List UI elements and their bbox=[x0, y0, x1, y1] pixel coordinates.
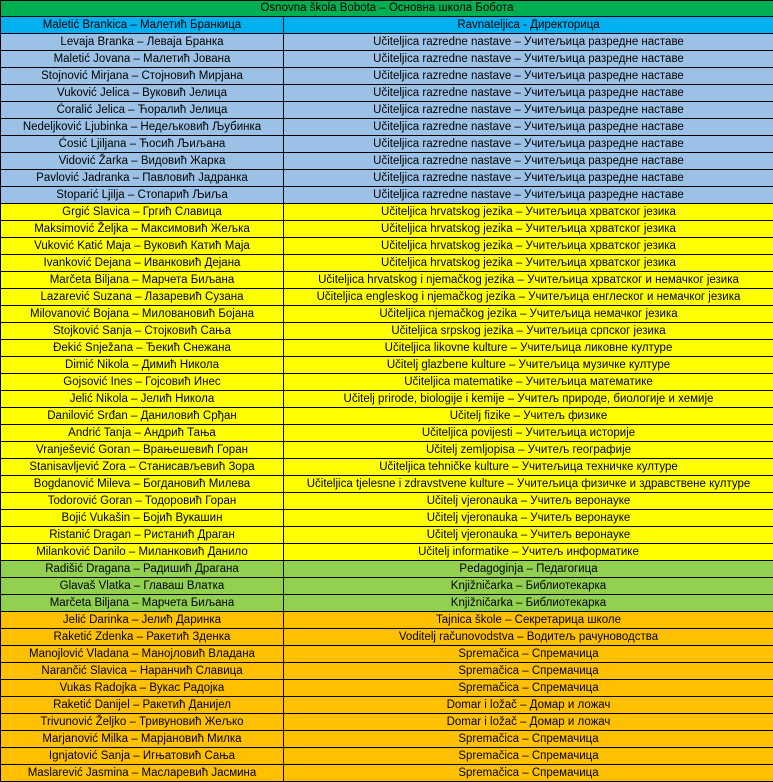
staff-name-cell: Đekić Snježana – Ђекић Снежана bbox=[1, 340, 284, 357]
staff-role-cell: Učiteljica razredne nastave – Учитељица разредне наставе bbox=[284, 119, 773, 136]
staff-role-cell: Učiteljica razredne nastave – Учитељица разредне наставе bbox=[284, 153, 773, 170]
staff-role-cell: Spremačica – Спремачица bbox=[284, 646, 773, 663]
table-row bbox=[1, 561, 773, 578]
table-row bbox=[1, 646, 773, 663]
table-row bbox=[1, 272, 773, 289]
staff-name-cell: Raketić Danijel – Ракетић Данијел bbox=[1, 697, 284, 714]
staff-name-cell: Maksimović Željka – Максимовић Жељка bbox=[1, 221, 284, 238]
staff-role-cell: Učiteljica razredne nastave – Учитељица разредне наставе bbox=[284, 170, 773, 187]
staff-name-cell: Stanisavljević Zora – Станисављевић Зора bbox=[1, 459, 284, 476]
table-row bbox=[1, 527, 773, 544]
staff-name-cell: Maletić Jovana – Малетић Јована bbox=[1, 51, 284, 68]
table-title-row bbox=[1, 1, 773, 17]
staff-role-cell: Učitelj informatike – Учитељ информатике bbox=[284, 544, 773, 561]
staff-role-cell: Knjižničarka – Библиотекарка bbox=[284, 578, 773, 595]
staff-role-cell: Knjižničarka – Библиотекарка bbox=[284, 595, 773, 612]
table-row bbox=[1, 357, 773, 374]
table-row bbox=[1, 663, 773, 680]
table-row bbox=[1, 595, 773, 612]
staff-role-cell: Spremačica – Спремачица bbox=[284, 663, 773, 680]
staff-name-cell: Vuković Jelica – Вуковић Јелица bbox=[1, 85, 284, 102]
staff-name-cell: Ivanković Dejana – Иванковић Дејана bbox=[1, 255, 284, 272]
staff-name-cell: Ćosić Ljiljana – Ћосић Љиљана bbox=[1, 136, 284, 153]
staff-role-cell: Učiteljica tjelesne i zdravstvene kulture – Учитељица физичке и здравствене културе bbox=[284, 476, 773, 493]
table-row bbox=[1, 17, 773, 34]
staff-name-cell: Marjanović Milka – Марјановић Милка bbox=[1, 731, 284, 748]
table-row bbox=[1, 374, 773, 391]
staff-role-cell: Učiteljica njemačkog jezika – Учитељица немачког језика bbox=[284, 306, 773, 323]
table-row bbox=[1, 34, 773, 51]
staff-name-cell: Raketić Zdenka – Ракетић Зденка bbox=[1, 629, 284, 646]
staff-role-cell: Učiteljica povijesti – Учитељица историје bbox=[284, 425, 773, 442]
table-row bbox=[1, 170, 773, 187]
staff-name-cell: Narančić Slavica – Наранчић Славица bbox=[1, 663, 284, 680]
staff-table-body bbox=[1, 1, 773, 782]
staff-name-cell: Manojlović Vladana – Манојловић Владана bbox=[1, 646, 284, 663]
staff-name-cell: Marčeta Biljana – Марчета Биљана bbox=[1, 272, 284, 289]
table-row bbox=[1, 153, 773, 170]
staff-name-cell: Jelić Nikola – Јелић Никола bbox=[1, 391, 284, 408]
staff-role-cell: Domar i ložač – Домар и ложач bbox=[284, 714, 773, 731]
table-row bbox=[1, 731, 773, 748]
staff-name-cell: Pavlović Jadranka – Павловић Јадранка bbox=[1, 170, 284, 187]
table-row bbox=[1, 68, 773, 85]
staff-role-cell: Učiteljica engleskog i njemačkog jezika – Учитељица енглеског и немачког језика bbox=[284, 289, 773, 306]
staff-role-cell: Učiteljica razredne nastave – Учитељица разредне наставе bbox=[284, 187, 773, 204]
table-row bbox=[1, 136, 773, 153]
staff-name-cell: Maletić Brankica – Малетић Бранкица bbox=[1, 17, 284, 34]
staff-role-cell: Učiteljica razredne nastave – Учитељица разредне наставе bbox=[284, 34, 773, 51]
staff-name-cell: Radišić Dragana – Радишић Драгана bbox=[1, 561, 284, 578]
table-row bbox=[1, 697, 773, 714]
staff-role-cell: Tajnica škole – Секретарица школе bbox=[284, 612, 773, 629]
staff-name-cell: Vuković Katić Maja – Вуковић Катић Маја bbox=[1, 238, 284, 255]
table-row bbox=[1, 476, 773, 493]
table-row bbox=[1, 425, 773, 442]
table-row bbox=[1, 629, 773, 646]
table-row bbox=[1, 51, 773, 68]
staff-name-cell: Danilović Srđan – Даниловић Срђан bbox=[1, 408, 284, 425]
staff-role-cell: Učiteljica razredne nastave – Учитељица разредне наставе bbox=[284, 51, 773, 68]
staff-role-cell: Učiteljica razredne nastave – Учитељица разредне наставе bbox=[284, 85, 773, 102]
table-row bbox=[1, 119, 773, 136]
staff-name-cell: Levaja Branka – Леваја Бранка bbox=[1, 34, 284, 51]
staff-role-cell: Pedagoginja – Педагогица bbox=[284, 561, 773, 578]
staff-role-cell: Spremačica – Спремачица bbox=[284, 748, 773, 765]
table-row bbox=[1, 255, 773, 272]
staff-name-cell: Stojković Sanja – Стојковић Сања bbox=[1, 323, 284, 340]
staff-role-cell: Učiteljica razredne nastave – Учитељица разредне наставе bbox=[284, 102, 773, 119]
staff-name-cell: Bogdanović Mileva – Богдановић Милева bbox=[1, 476, 284, 493]
staff-role-cell: Spremačica – Спремачица bbox=[284, 680, 773, 697]
staff-name-cell: Glavaš Vlatka – Главаш Влатка bbox=[1, 578, 284, 595]
table-row bbox=[1, 680, 773, 697]
staff-role-cell: Voditelj računovodstva – Водитељ рачуноводства bbox=[284, 629, 773, 646]
staff-name-cell: Ignjatović Sanja – Игњатовић Сања bbox=[1, 748, 284, 765]
table-row bbox=[1, 85, 773, 102]
staff-role-cell: Učiteljica likovne kulture – Учитељица ликовне културе bbox=[284, 340, 773, 357]
staff-role-cell: Učitelj glazbene kulture – Учитељица музичке културе bbox=[284, 357, 773, 374]
staff-role-cell: Učitelj prirode, biologije i kemije – Учитељ природе, биологије и хемије bbox=[284, 391, 773, 408]
staff-name-cell: Dimić Nikola – Димић Никола bbox=[1, 357, 284, 374]
staff-name-cell: Vranješević Goran – Врањешевић Горан bbox=[1, 442, 284, 459]
table-row bbox=[1, 459, 773, 476]
table-row bbox=[1, 187, 773, 204]
staff-name-cell: Bojić Vukašin – Бојић Вукашин bbox=[1, 510, 284, 527]
table-row bbox=[1, 221, 773, 238]
staff-role-cell: Učiteljica razredne nastave – Учитељица разредне наставе bbox=[284, 136, 773, 153]
table-row bbox=[1, 238, 773, 255]
staff-name-cell: Stojnović Mirjana – Стојновић Мирјана bbox=[1, 68, 284, 85]
table-row bbox=[1, 578, 773, 595]
table-row bbox=[1, 102, 773, 119]
table-row bbox=[1, 391, 773, 408]
school-title: Osnovna škola Bobota – Основна школа Бобота bbox=[1, 1, 773, 17]
staff-role-cell: Učiteljica hrvatskog jezika – Учитељица хрватског језика bbox=[284, 204, 773, 221]
staff-name-cell: Milovanović Bojana – Миловановић Бојана bbox=[1, 306, 284, 323]
staff-role-cell: Učitelj vjeronauka – Учитељ веронауке bbox=[284, 527, 773, 544]
staff-role-cell: Učiteljica hrvatskog jezika – Учитељица хрватског језика bbox=[284, 221, 773, 238]
staff-role-cell: Učiteljica hrvatskog i njemačkog jezika – Учитељица хрватског и немачког језика bbox=[284, 272, 773, 289]
staff-name-cell: Andrić Tanja – Андрић Тања bbox=[1, 425, 284, 442]
table-row bbox=[1, 306, 773, 323]
staff-name-cell: Stoparić Ljilja – Стопарић Љиља bbox=[1, 187, 284, 204]
staff-role-cell: Učiteljica srpskog jezika – Учитељица српског језика bbox=[284, 323, 773, 340]
staff-name-cell: Marčeta Biljana – Марчета Биљана bbox=[1, 595, 284, 612]
staff-role-cell: Učiteljica tehničke kulture – Учитељица техничке културе bbox=[284, 459, 773, 476]
staff-name-cell: Maslarević Jasmina – Масларевић Јасмина bbox=[1, 765, 284, 782]
staff-name-cell: Todorović Goran – Тодоровић Горан bbox=[1, 493, 284, 510]
staff-role-cell: Učitelj vjeronauka – Учитељ веронауке bbox=[284, 510, 773, 527]
staff-role-cell: Učiteljica matematike – Учитељица математике bbox=[284, 374, 773, 391]
staff-name-cell: Vukas Radojka – Вукас Радојка bbox=[1, 680, 284, 697]
table-row bbox=[1, 544, 773, 561]
table-row bbox=[1, 714, 773, 731]
staff-role-cell: Učiteljica hrvatskog jezika – Учитељица хрватског језика bbox=[284, 255, 773, 272]
staff-role-cell: Učiteljica hrvatskog jezika – Учитељица хрватског језика bbox=[284, 238, 773, 255]
staff-name-cell: Milanković Danilo – Миланковић Данило bbox=[1, 544, 284, 561]
staff-name-cell: Trivunović Željko – Тривуновић Жељко bbox=[1, 714, 284, 731]
table-row bbox=[1, 289, 773, 306]
staff-role-cell: Spremačica – Спремачица bbox=[284, 731, 773, 748]
staff-name-cell: Gojsović Ines – Гојсовић Инес bbox=[1, 374, 284, 391]
table-row bbox=[1, 765, 773, 782]
table-row bbox=[1, 510, 773, 527]
table-row bbox=[1, 748, 773, 765]
table-row bbox=[1, 204, 773, 221]
table-row bbox=[1, 408, 773, 425]
staff-name-cell: Grgić Slavica – Гргић Славица bbox=[1, 204, 284, 221]
staff-role-cell: Učitelj vjeronauka – Учитељ веронауке bbox=[284, 493, 773, 510]
staff-role-cell: Učitelj fizike – Учитељ физике bbox=[284, 408, 773, 425]
staff-name-cell: Jelić Darinka – Јелић Даринка bbox=[1, 612, 284, 629]
staff-name-cell: Nedeljković Ljubinka – Недељковић Љубинка bbox=[1, 119, 284, 136]
table-row bbox=[1, 323, 773, 340]
staff-name-cell: Ćoralić Jelica – Ћоралић Јелица bbox=[1, 102, 284, 119]
staff-role-cell: Učiteljica razredne nastave – Учитељица разредне наставе bbox=[284, 68, 773, 85]
staff-name-cell: Vidović Žarka – Видовић Жарка bbox=[1, 153, 284, 170]
table-row bbox=[1, 493, 773, 510]
staff-role-cell: Učitelj zemljopisa – Учитељ географије bbox=[284, 442, 773, 459]
staff-name-cell: Lazarević Suzana – Лазаревић Сузана bbox=[1, 289, 284, 306]
staff-name-cell: Ristanić Dragan – Ристанић Драган bbox=[1, 527, 284, 544]
table-row bbox=[1, 340, 773, 357]
staff-role-cell: Domar i ložač – Домар и ложач bbox=[284, 697, 773, 714]
staff-role-cell: Ravnateljica - Директорица bbox=[284, 17, 773, 34]
table-row bbox=[1, 612, 773, 629]
staff-role-cell: Spremačica – Спремачица bbox=[284, 765, 773, 782]
table-row bbox=[1, 442, 773, 459]
